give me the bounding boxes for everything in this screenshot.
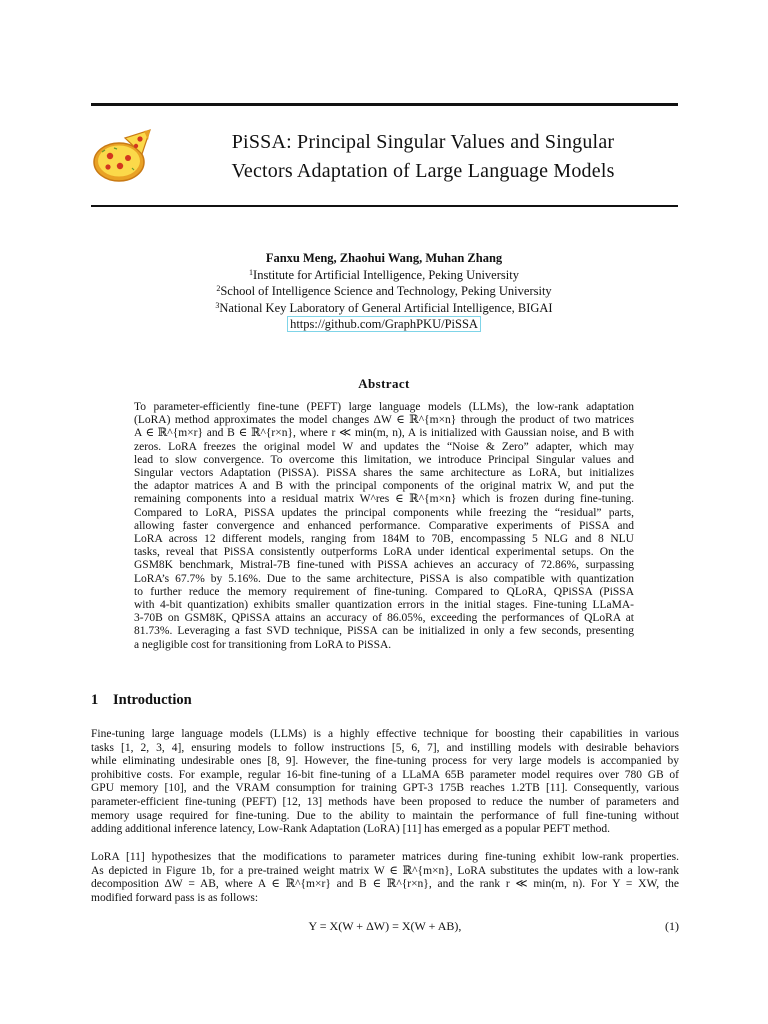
body-line: while eliminating undesirable ones [8, 9]. However, the fine-tuning process for very large models is accompanied by xyxy=(91,755,679,768)
equation-expression: Y = X(W + ΔW) = X(W + AB), xyxy=(308,919,462,933)
body-line: decomposition ΔW = AB, where A ∈ ℝ^{m×r} and B ∈ ℝ^{r×n}, and the rank r ≪ min(m, n). For Y = XW, the xyxy=(91,878,679,891)
body-line: adding additional inference latency, Low-Rank Adaptation (LoRA) [11] has emerged as a popular PEFT method. xyxy=(91,823,610,836)
abstract-line: 81.73%. Leveraging a fast SVD technique, PiSSA can be initialized in only a few seconds, presenting xyxy=(134,625,634,638)
body-line: GPU memory [10], and the VRAM consumption for training GPT-3 175B reaches 1.2TB [11]. Consequently, various xyxy=(91,782,679,795)
body-line: memory usage required for fine-tuning. Due to the ability to maintain the performance of full fine-tuning without xyxy=(91,809,679,822)
section-number: 1 xyxy=(91,692,99,708)
abstract-line: a negligible cost for transitioning from LoRA to PiSSA. xyxy=(134,638,392,651)
abstract-text xyxy=(134,401,634,652)
author-names xyxy=(0,250,768,267)
abstract-line: remaining components into a residual matrix W^res ∈ ℝ^{m×n} which is frozen during fine-tuning. xyxy=(134,493,634,506)
abstract-line: lead to slow convergence. To overcome this limitation, we introduce Principal Singular values and xyxy=(134,453,634,466)
abstract-line: GSM8K benchmark, Mistral-7B fine-tuned with PiSSA achieves an accuracy of 72.86%, surpassing xyxy=(134,559,634,572)
title-line-1: PiSSA: Principal Singular Values and Singular xyxy=(231,131,615,153)
body-line: modified forward pass is as follows: xyxy=(91,891,259,904)
abstract-line: (LoRA) method approximates the model changes ΔW ∈ ℝ^{m×n} through the product of two matrices xyxy=(134,414,634,427)
body-line: As depicted in Figure 1b, for a pre-trained weight matrix W ∈ ℝ^{m×n}, LoRA substitutes the updates with a low-rank xyxy=(91,864,679,877)
title-rule-top xyxy=(91,103,678,106)
title-rule-bottom xyxy=(91,205,678,207)
body-line: tasks [1, 2, 3, 4], ensuring models to follow instructions [5, 6, 7], and instilling models with desirable behaviors xyxy=(91,741,679,754)
abstract-line: with 4-bit quantization) exhibits smaller quantization errors in the initial stages. Fine-tuning LLaMA- xyxy=(134,599,634,612)
github-link[interactable]: https://github.com/GraphPKU/PiSSA xyxy=(287,316,481,332)
affiliation-2: $^2$School of Intelligence Science and Technology, Peking University xyxy=(216,284,552,299)
abstract-line: zeros. LoRA freezes the original model W and updates the “Noise & Zero” adapter, which may xyxy=(134,440,634,453)
abstract-line: LoRA’s 67.7% by 5.16%. Due to the same architecture, PiSSA is also compatible with quantization xyxy=(134,572,634,585)
body-line: parameter-efficient fine-tuning (PEFT) [12, 13] methods have been proposed to reduce the number of parameters and xyxy=(91,795,679,808)
section-heading-introduction xyxy=(91,692,192,709)
pizza-logo-icon xyxy=(92,128,152,184)
abstract-line: to further reduce the memory requirement of fine-tuning. Compared to QLoRA, QPiSSA (PiSSA xyxy=(134,585,634,598)
abstract-line: Compared to LoRA, PiSSA updates the principal components while freezing the “residual” parts, xyxy=(134,506,634,519)
affiliation-3: $^3$National Key Laboratory of General Artificial Intelligence, BIGAI xyxy=(215,300,553,315)
abstract-line: allowing faster convergence and enhanced performance. Comparative experiments of PiSSA and xyxy=(134,519,634,532)
abstract-line: Singular vectors Adaptation (PiSSA). PiSSA shares the same architecture as LoRA, but initializes xyxy=(134,467,634,480)
abstract-line: tasks, reveal that PiSSA consistently outperforms LoRA under identical experimental setups. On the xyxy=(134,546,634,559)
abstract-line: A ∈ ℝ^{m×r} and B ∈ ℝ^{r×n}, where r ≪ min(m, n), A is initialized with Gaussian noise, and B with xyxy=(134,427,634,440)
author-names-text: Fanxu Meng, Zhaohui Wang, Muhan Zhang xyxy=(265,251,503,265)
equation-number: (1) xyxy=(665,919,679,933)
body-line: Fine-tuning large language models (LLMs) is a highly effective technique for boosting their capabilities in various xyxy=(91,728,679,740)
abstract-line: LoRA across 12 different models, ranging from 184M to 70B, encompassing 5 NLG and 8 NLU xyxy=(134,533,634,546)
body-line: LoRA [11] hypothesizes that the modifications to parameter matrices during fine-tuning exhibit low-rank properties. xyxy=(91,851,679,863)
affiliation-1: $^1$Institute for Artificial Intelligence, Peking University xyxy=(249,267,519,282)
title-line-2: Vectors Adaptation of Large Language Models xyxy=(231,160,615,182)
intro-paragraph-1 xyxy=(91,728,679,837)
abstract-line: the adaptor matrices A and B with the principal components of the original matrix W, and put the xyxy=(134,480,634,493)
paper-title xyxy=(158,128,688,186)
author-block xyxy=(0,250,768,333)
body-line: prohibitive costs. For example, regular 16-bit fine-tuning of a LLaMA 65B parameter model requires over 780 GB of xyxy=(91,768,679,781)
abstract-heading: Abstract xyxy=(358,376,410,391)
abstract-line: To parameter-efficiently fine-tune (PEFT) large language models (LLMs), the low-rank adaptation xyxy=(134,401,634,413)
intro-paragraph-2 xyxy=(91,851,679,905)
abstract-line: 3-70B on GSM8K, QPiSSA attains an accuracy of 86.05%, exceeding the performances of QLoRA at xyxy=(134,612,634,625)
section-title: Introduction xyxy=(113,692,192,708)
